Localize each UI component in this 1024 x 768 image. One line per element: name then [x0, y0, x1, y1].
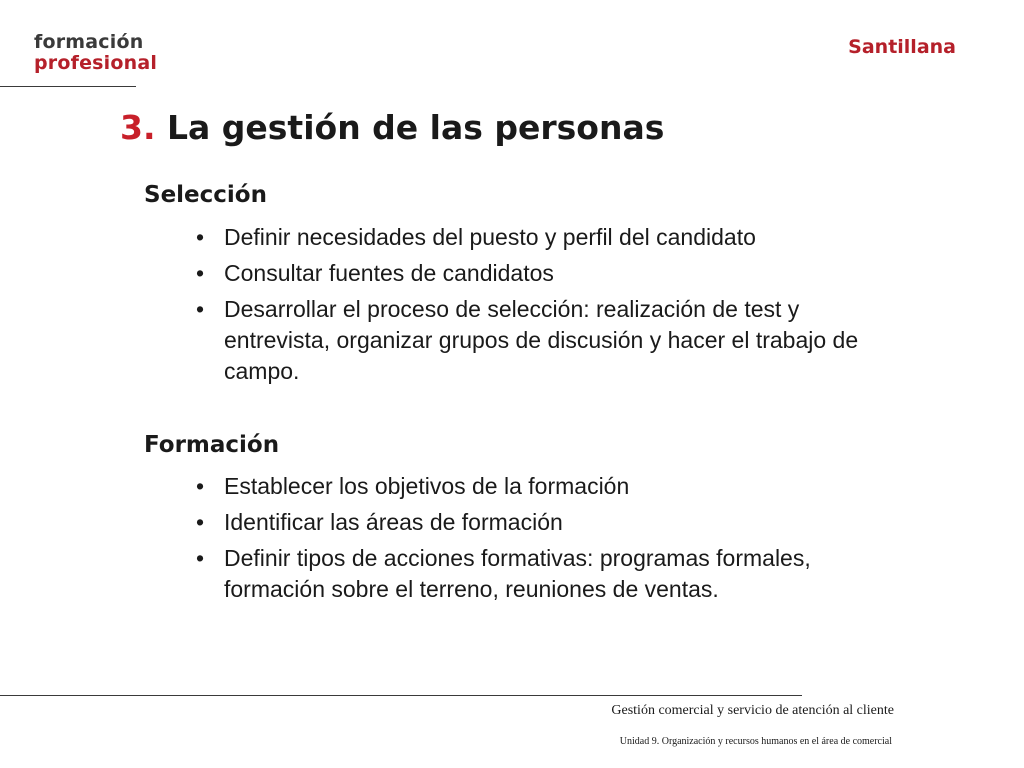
list-item-text: Establecer los objetivos de la formación — [224, 473, 630, 499]
list-item-text: Definir necesidades del puesto y perfil del candidato — [224, 224, 756, 250]
bullet-icon: • — [196, 296, 205, 322]
list-item — [196, 543, 876, 605]
section-heading-formacion: Formación — [144, 432, 280, 458]
bullet-icon: • — [196, 224, 205, 250]
logo-line-2: profesional — [34, 52, 158, 74]
seleccion-bullet-list — [196, 222, 876, 392]
list-item — [196, 471, 876, 502]
list-item — [196, 294, 876, 387]
formacion-profesional-logo — [34, 32, 157, 74]
bullet-icon: • — [196, 545, 205, 571]
bullet-icon: • — [196, 509, 205, 535]
footer-title: Gestión comercial y servicio de atención al cliente — [611, 703, 894, 718]
section-heading-seleccion: Selección — [144, 182, 267, 208]
list-item-text: Consultar fuentes de candidatos — [224, 260, 554, 286]
header-divider — [0, 86, 136, 87]
bullet-icon: • — [196, 260, 205, 286]
bullet-icon: • — [196, 473, 205, 499]
santillana-brand-logo: Santillana — [848, 36, 956, 58]
list-item-text: Desarrollar el proceso de selección: realización de test y entrevista, organizar grupos de discusión y hacer el trabajo de campo. — [224, 296, 859, 384]
logo-line-1: formación — [34, 31, 144, 53]
list-item-text: Definir tipos de acciones formativas: programas formales, formación sobre el terreno, reuniones de ventas. — [224, 545, 811, 602]
list-item — [196, 507, 876, 538]
list-item — [196, 222, 876, 253]
footer-subtitle: Unidad 9. Organización y recursos humanos en el área de comercial — [619, 736, 892, 747]
footer-divider — [0, 695, 802, 696]
formacion-bullet-list — [196, 471, 876, 610]
title-text: La gestión de las personas — [167, 108, 665, 147]
slide-title — [120, 108, 664, 147]
list-item — [196, 258, 876, 289]
list-item-text: Identificar las áreas de formación — [224, 509, 563, 535]
title-number: 3. — [120, 108, 156, 147]
